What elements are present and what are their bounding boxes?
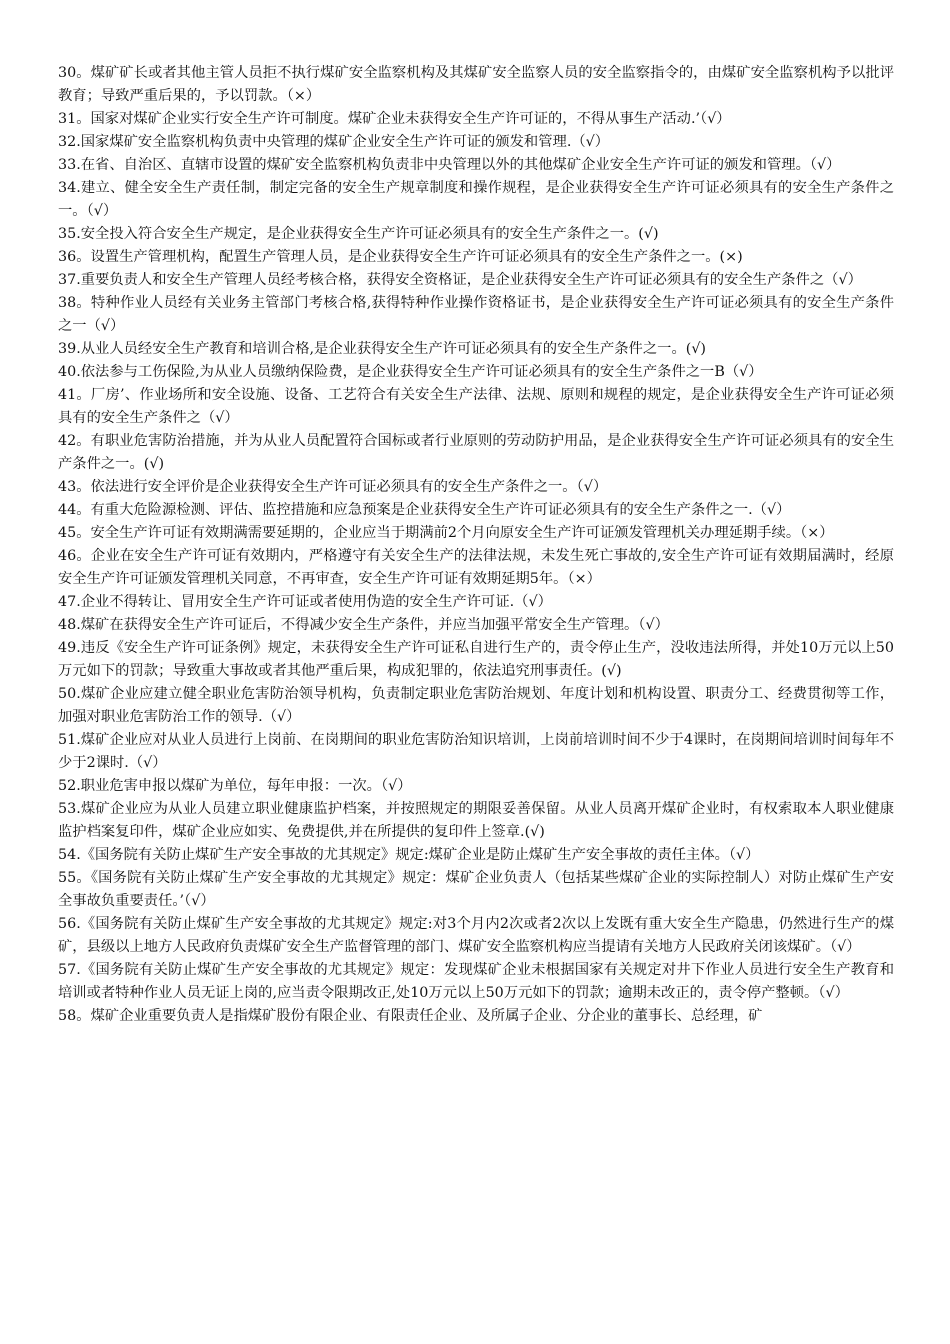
question-41: 41。厂房’、作业场所和安全设施、设备、工艺符合有关安全生产法律、法规、原则和规程的规定，是企业获得安全生产许可证必须具有的安全生产条件之（√） <box>58 387 894 426</box>
question-44: 44。有重大危险源检测、评估、监控措施和应急预案是企业获得安全生产许可证必须具有的安全生产条件之一.（√） <box>58 502 791 518</box>
question-54: 54.《国务院有关防止煤矿生产安全事故的尤其规定》规定:煤矿企业是防止煤矿生产安全事故的责任主体。（√） <box>58 847 760 863</box>
question-52: 52.职业危害申报以煤矿为单位，每年申报：一次。（√） <box>58 778 412 794</box>
question-46: 46。企业在安全生产许可证有效期内，严格遵守有关安全生产的法律法规，未发生死亡事故的,安全生产许可证有效期届满时，经原安全生产许可证颁发管理机关同意，不再审查，安全生产许可证有效期延期5年。（×） <box>58 548 894 587</box>
question-35: 35.安全投入符合安全生产规定，是企业获得安全生产许可证必须具有的安全生产条件之一。(√) <box>58 226 659 242</box>
question-37: 37.重要负责人和安全生产管理人员经考核合格，获得安全资格证，是企业获得安全生产许可证必须具有的安全生产条件之（√） <box>58 272 862 288</box>
question-48: 48.煤矿在获得安全生产许可证后，不得减少安全生产条件，并应当加强平常安全生产管理。（√） <box>58 617 669 633</box>
question-38: 38。特种作业人员经有关业务主管部门考核合格,获得特种作业操作资格证书，是企业获得安全生产许可证必须具有的安全生产条件之一（√） <box>58 295 894 334</box>
question-32: 32.国家煤矿安全监察机构负责中央管理的煤矿企业安全生产许可证的颁发和管理.（√） <box>58 134 610 150</box>
question-57: 57.《国务院有关防止煤矿生产安全事故的尤其规定》规定：发现煤矿企业未根据国家有关规定对井下作业人员进行安全生产教育和培训或者特种作业人员无证上岗的,应当责令限期改正,处10万元以上50万元如下的罚款；逾期未改正的，责令停产整顿。（√） <box>58 962 894 1001</box>
question-40: 40.依法参与工伤保险,为从业人员缴纳保险费，是企业获得安全生产许可证必须具有的安全生产条件之一B（√） <box>58 364 763 380</box>
question-53: 53.煤矿企业应为从业人员建立职业健康监护档案，并按照规定的期限妥善保留。从业人员离开煤矿企业时，有权索取本人职业健康监护档案复印件，煤矿企业应如实、免费提供,并在所提供的复印件上签章.(√) <box>58 801 894 840</box>
question-50: 50.煤矿企业应建立健全职业危害防治领导机构，负责制定职业危害防治规划、年度计划和机构设置、职责分工、经费贯彻等工作，加强对职业危害防治工作的领导.（√） <box>58 686 894 725</box>
question-39: 39.从业人员经安全生产教育和培训合格,是企业获得安全生产许可证必须具有的安全生产条件之一。(√) <box>58 341 707 357</box>
question-56: 56.《国务院有关防止煤矿生产安全事故的尤其规定》规定:对3个月内2次或者2次以上发既有重大安全生产隐患，仍然进行生产的煤矿，县级以上地方人民政府负责煤矿安全生产监督管理的部门、煤矿安全监察机构应当提请有关地方人民政府关闭该煤矿。（√） <box>58 916 894 955</box>
document-page <box>58 62 894 1028</box>
question-31: 31。国家对煤矿企业实行安全生产许可制度。煤矿企业未获得安全生产许可证的，不得从事生产活动.’（√） <box>58 111 731 127</box>
question-51: 51.煤矿企业应对从业人员进行上岗前、在岗期间的职业危害防治知识培训，上岗前培训时间不少于4课时，在岗期间培训时间每年不少于2课时.（√） <box>58 732 894 771</box>
question-55: 55。《国务院有关防止煤矿生产安全事故的尤其规定》规定：煤矿企业负责人（包括某些煤矿企业的实际控制人）对防止煤矿生产安全事故负重要责任。’（√） <box>58 870 894 909</box>
question-42: 42。有职业危害防治措施，并为从业人员配置符合国标或者行业原则的劳动防护用品，是企业获得安全生产许可证必须具有的安全生产条件之一。(√) <box>58 433 894 472</box>
question-30: 30。煤矿矿长或者其他主管人员拒不执行煤矿安全监察机构及其煤矿安全监察人员的安全监察指令的，由煤矿安全监察机构予以批评教育；导致严重后果的，予以罚款。（×） <box>58 65 894 104</box>
question-47: 47.企业不得转让、冒用安全生产许可证或者使用伪造的安全生产许可证.（√） <box>58 594 552 610</box>
question-33: 33.在省、自治区、直辖市设置的煤矿安全监察机构负责非中央管理以外的其他煤矿企业安全生产许可证的颁发和管理。（√） <box>58 157 841 173</box>
question-45: 45。安全生产许可证有效期满需要延期的，企业应当于期满前2个月向原安全生产许可证颁发管理机关办理延期手续。（×） <box>58 525 834 541</box>
question-58: 58。煤矿企业重要负责人是指煤矿股份有限企业、有限责任企业、及所属子企业、分企业的董事长、总经理，矿 <box>58 1008 763 1024</box>
question-43: 43。依法进行安全评价是企业获得安全生产许可证必须具有的安全生产条件之一。（√） <box>58 479 608 495</box>
question-49: 49.违反《安全生产许可证条例》规定，未获得安全生产许可证私自进行生产的，责令停止生产，没收违法所得，并处10万元以上50万元如下的罚款；导致重大事故或者其他严重后果，构成犯罪的，依法追究刑事责任。(√) <box>58 640 894 679</box>
question-34: 34.建立、健全安全生产责任制，制定完备的安全生产规章制度和操作规程，是企业获得安全生产许可证必须具有的安全生产条件之一。（√） <box>58 180 894 219</box>
question-36: 36。设置生产管理机构，配置生产管理人员，是企业获得安全生产许可证必须具有的安全生产条件之一。(×) <box>58 249 743 265</box>
